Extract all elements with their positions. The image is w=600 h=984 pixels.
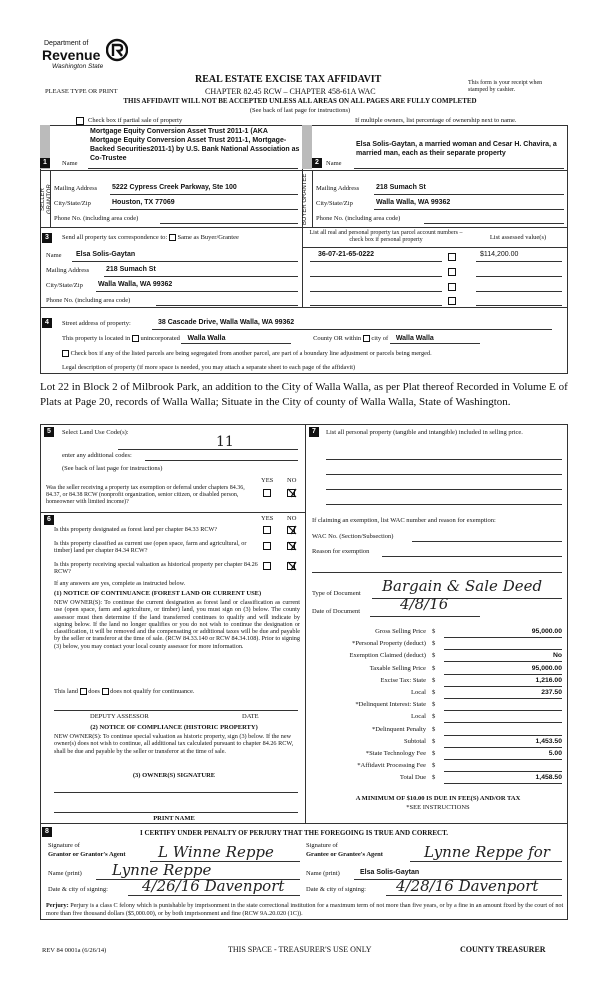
- land-use-code: 11: [216, 434, 234, 450]
- seller-side-label: SELLER GRANTOR: [40, 184, 53, 214]
- grantor-print-name: Lynne Reppe: [112, 861, 212, 879]
- seller-mailing-label: Mailing Address: [54, 185, 98, 192]
- doc-date-label: Date of Document: [312, 608, 361, 615]
- doc-type: Bargain & Sale Deed: [382, 577, 543, 595]
- totals-row-value: 95,000.00: [444, 628, 562, 638]
- totals-row: [312, 665, 568, 677]
- form-title: REAL ESTATE EXCISE TAX AFFIDAVIT: [195, 74, 382, 85]
- totals-row-currency: $: [432, 688, 436, 696]
- legal-description: Lot 22 in Block 2 of Milbrook Park, an addition to the City of Walla Walla, as per Plat thereof Recorded in Volume E of Plats at Page 20, records of Walla Walla; Situate in the City of county of Walla Walla, State of Washington.: [40, 381, 568, 408]
- minimum-due-note: A MINIMUM OF $10.00 IS DUE IN FEE(S) AND/OR TAX: [355, 795, 521, 802]
- totals-row-currency: $: [432, 701, 436, 709]
- additional-codes-label: enter any additional codes:: [62, 452, 132, 459]
- grantor-date-label: Date & city of signing:: [48, 886, 108, 893]
- perjury-statement: Perjury: Perjury is a class C felony which is punishable by imprisonment in the state correctional institution for a maximum term of not more than five years, or by a fine in an amount fixed by the court of not more than five thousand dollars ($5,000.00), or by both imprisonment and fine (RCW 9A.20.020 (1C)).: [46, 902, 564, 917]
- section-1-number: 1: [40, 158, 50, 168]
- totals-row-label: *Affidavit Processing Fee: [357, 762, 426, 770]
- totals-row-label: Total Due: [399, 774, 426, 782]
- totals-row-label: Exemption Claimed (deduct): [349, 652, 426, 660]
- totals-row-label: Subtotal: [404, 737, 426, 745]
- tax-city-label: City/State/Zip: [46, 282, 83, 289]
- buyer-name-label: Name: [326, 160, 342, 167]
- totals-row: [312, 762, 568, 774]
- agency-name: Revenue: [42, 47, 101, 63]
- totals-row-value: 1,458.50: [444, 774, 562, 784]
- doc-type-label: Type of Document: [312, 590, 361, 597]
- reason-label: Reason for exemption: [312, 548, 370, 555]
- no-header-6: NO: [287, 515, 297, 522]
- totals-row: [312, 652, 568, 664]
- deputy-date-label: DATE: [242, 713, 259, 720]
- buyer-mailing: 218 Sumach St: [376, 184, 426, 191]
- unincorporated-checkbox[interactable]: [132, 335, 139, 342]
- notice-continuance-text: NEW OWNER(S): To continue the current designation as forest land or classification as current use (open space, farm and agriculture, or timber) land, you must sign on (3) below. The county assessor must then determine if the land transferred continues to qualify and will indicate by signing below. If the land no longer qualifies or you do not wish to continue the designation or classification, it will be removed and the compensating or additional taxes will be due and payable by the seller or transferor at the time of sale. (RCW 84.33.140 or RCW 84.34.108). Prior to signing (3) below, you may contact your local county assessor for more information.: [54, 599, 300, 650]
- same-as-buyer-label: Same as Buyer/Grantee: [177, 234, 239, 241]
- street-label: Street address of property:: [62, 320, 131, 327]
- city-value: Walla Walla: [390, 335, 480, 344]
- totals-row-label: Excise Tax: State: [380, 676, 426, 684]
- seller-mailing: 5222 Cypress Creek Parkway, Ste 100: [112, 184, 237, 191]
- totals-row-currency: $: [432, 762, 436, 770]
- section-3-number: 3: [42, 233, 52, 243]
- street-address: 38 Cascade Drive, Walla Walla, WA 99362: [158, 319, 295, 326]
- county-treasurer: COUNTY TREASURER: [460, 945, 546, 954]
- form-chapter: CHAPTER 82.45 RCW – CHAPTER 458-61A WAC: [205, 87, 376, 96]
- totals-row-currency: $: [432, 628, 436, 635]
- current-use-yes-checkbox[interactable]: [263, 542, 271, 550]
- personal-property-checkbox-2[interactable]: [448, 268, 456, 276]
- totals-row-value: 1,216.00: [444, 677, 562, 687]
- historic-yes-checkbox[interactable]: [263, 562, 271, 570]
- grantee-date-city: 4/28/16 Davenport: [396, 877, 539, 895]
- current-use-question: Is this property classified as current use (open space, farm and agricultural, or timber) land per chapter 84.34 RCW?: [54, 540, 247, 555]
- buyer-side-label: BUYER GRANTEE: [302, 173, 308, 225]
- totals-row-value: 95,000.00: [444, 665, 562, 675]
- totals-row-value: 5.00: [444, 750, 562, 760]
- historic-question: Is this property receiving special valuation as historical property per chapter 84.26 RCW?: [54, 561, 258, 576]
- section-4-number: 4: [42, 318, 52, 328]
- totals-row-currency: $: [432, 664, 436, 672]
- notice-compliance-title: (2) NOTICE OF COMPLIANCE (HISTORIC PROPERTY): [90, 724, 258, 731]
- grantor-agent-label: Grantor or Grantor's Agent: [48, 851, 126, 858]
- exemption-yes-checkbox[interactable]: [263, 489, 271, 497]
- personal-property-checkbox-3[interactable]: [448, 283, 456, 291]
- check-mark-icon: [286, 487, 298, 499]
- buyer-name-box-bg: [302, 125, 312, 169]
- personal-property-checkbox-1[interactable]: [448, 253, 456, 261]
- totals-row-label: *State Technology Fee: [365, 749, 426, 757]
- grantor-date-city: 4/26/16 Davenport: [142, 877, 285, 895]
- receipt-note: This form is your receipt when stamped by cashier.: [468, 80, 543, 93]
- legal-description-label: Legal description of property (if more space is needed, you may attach a separate sheet to each page of the affidavit): [62, 364, 356, 371]
- totals-row: [312, 640, 568, 652]
- grantee-signature: Lynne Reppe for: [424, 843, 550, 861]
- totals-row-label: Gross Selling Price: [375, 628, 426, 635]
- rev-number: REV 84 0001a (6/26/14): [42, 947, 107, 954]
- grantee-date-label: Date & city of signing:: [306, 886, 366, 893]
- multiple-owners-note: If multiple owners, list percentage of ownership next to name.: [355, 117, 517, 124]
- tax-name-label: Name: [46, 252, 62, 259]
- exemption-claim-label: If claiming an exemption, list WAC number and reason for exemption:: [312, 517, 496, 524]
- owner-signature-label: (3) OWNER(S) SIGNATURE: [132, 772, 216, 779]
- totals-row: [312, 701, 568, 713]
- grantee-sig-of: Signature of: [306, 842, 338, 849]
- totals-row-label: Taxable Selling Price: [369, 664, 426, 672]
- assessed-value: $114,200.00: [480, 251, 519, 258]
- totals-row-label: Local: [410, 713, 426, 721]
- yes-header-6: YES: [261, 515, 274, 522]
- totals-row-value: [444, 713, 562, 723]
- doc-date: 4/8/16: [400, 595, 449, 613]
- seller-name-label: Name: [62, 160, 78, 167]
- check-mark-icon: [286, 560, 298, 572]
- treasurer-space: THIS SPACE - TREASURER'S USE ONLY: [228, 945, 372, 954]
- forest-land-question: Is this property designated as forest land per chapter 84.33 RCW?: [54, 526, 218, 533]
- totals-row: [312, 726, 568, 738]
- section-8-number: 8: [42, 827, 52, 837]
- totals-row-currency: $: [432, 713, 436, 721]
- totals-row-value: 1,453.50: [444, 738, 562, 748]
- totals-row-currency: $: [432, 749, 436, 757]
- land-use-see-back: (See back of last page for instructions): [62, 465, 163, 472]
- totals-row-label: *Delinquent Penalty: [371, 725, 426, 733]
- assessed-value-label: List assessed value(s): [489, 234, 547, 241]
- seller-city-label: City/State/Zip: [54, 200, 91, 207]
- see-back-header: (See back of last page for instructions): [249, 107, 351, 114]
- tax-phone-label: Phone No. (including area code): [46, 297, 131, 304]
- totals-row-currency: $: [432, 676, 436, 684]
- wac-label: WAC No. (Section/Subsection): [312, 533, 394, 540]
- city-of-checkbox[interactable]: [363, 335, 370, 342]
- send-correspondence-label: Send all property tax correspondence to: Same as Buyer/Grantee: [62, 234, 239, 241]
- if-any-yes: If any answers are yes, complete as instructed below.: [54, 580, 186, 587]
- totals-row: [312, 677, 568, 689]
- totals-row-value: [444, 640, 562, 650]
- grantee-print-name: Elsa Solis-Gaytan: [360, 869, 420, 876]
- no-header-5: NO: [287, 477, 297, 484]
- form-warning: THIS AFFIDAVIT WILL NOT BE ACCEPTED UNLESS ALL AREAS ON ALL PAGES ARE FULLY COMPLETED: [123, 97, 477, 105]
- same-as-buyer-checkbox[interactable]: [169, 234, 176, 241]
- totals-row-value: [444, 726, 562, 736]
- totals-row-currency: $: [432, 774, 436, 782]
- land-qualify-row: This land does does not qualify for continuance.: [54, 688, 195, 695]
- print-name-label: PRINT NAME: [153, 815, 195, 822]
- parcel-number: 36-07-21-65-0222: [318, 251, 375, 258]
- grantor-signature: L Winne Reppe: [158, 843, 274, 861]
- partial-sale-label: Check box if partial sale of property: [88, 117, 183, 124]
- totals-row: [312, 628, 568, 640]
- personal-property-label: List all personal property (tangible and intangible) included in selling price.: [326, 429, 523, 436]
- totals-row-currency: $: [432, 640, 436, 648]
- grantee-agent-label: Grantee or Grantee's Agent: [306, 851, 383, 858]
- land-use-label: Select Land Use Code(s):: [62, 429, 129, 436]
- totals-row: [312, 689, 568, 701]
- totals-row-label: *Delinquent Interest: State: [355, 701, 426, 709]
- totals-row-label: *Personal Property (deduct): [352, 640, 426, 648]
- totals-row-value: [444, 701, 562, 711]
- tax-city: Walla Walla, WA 99362: [98, 281, 173, 288]
- totals-table: [312, 628, 568, 786]
- personal-property-checkbox-4[interactable]: [448, 297, 456, 305]
- grantor-sig-of: Signature of: [48, 842, 80, 849]
- buyer-phone-label: Phone No. (including area code): [316, 215, 401, 222]
- does-not-qualify-checkbox[interactable]: [102, 688, 109, 695]
- county-value: Walla Walla: [181, 335, 291, 344]
- deputy-assessor-label: DEPUTY ASSESSOR: [90, 713, 149, 720]
- totals-row-currency: $: [432, 725, 436, 733]
- check-mark-icon: [286, 540, 298, 552]
- partial-sale-checkbox[interactable]: [76, 117, 84, 125]
- buyer-name: Elsa Solis-Gaytan, a married woman and Cesar H. Chavira, a married man, each as their separate property: [356, 141, 557, 157]
- tax-mailing: 218 Sumach St: [106, 266, 156, 273]
- parcel-list-label: List all real and personal property tax parcel account numbers – check box if personal property: [309, 230, 463, 243]
- section-2-number: 2: [312, 158, 322, 168]
- notice-continuance-title: (1) NOTICE OF CONTINUANCE (FOREST LAND OR CURRENT USE): [54, 590, 262, 597]
- agency-dept: Department of: [44, 40, 89, 47]
- totals-row: [312, 774, 568, 786]
- does-qualify-checkbox[interactable]: [80, 688, 87, 695]
- totals-row-value: [444, 762, 562, 772]
- grantee-name-label: Name (print): [306, 870, 340, 877]
- totals-row-currency: $: [432, 652, 436, 660]
- totals-row-value: No: [444, 652, 562, 662]
- grantor-name-label: Name (print): [48, 870, 82, 877]
- segregated-row: Check box if any of the listed parcels are being segregated from another parcel, are part of a boundary line adjustment or parcels being merged.: [62, 350, 562, 357]
- totals-row-value: 237.50: [444, 689, 562, 699]
- seller-phone-label: Phone No. (including area code): [54, 215, 139, 222]
- buyer-mailing-label: Mailing Address: [316, 185, 360, 192]
- section-5-number: 5: [44, 427, 54, 437]
- check-mark-icon: [286, 524, 298, 536]
- totals-row-currency: $: [432, 737, 436, 745]
- please-type: PLEASE TYPE OR PRINT: [45, 88, 118, 95]
- located-row: This property is located in unincorporated Walla Walla County OR within city of Walla Walla: [62, 335, 562, 344]
- buyer-city-label: City/State/Zip: [316, 200, 353, 207]
- exemption-question: Was the seller receiving a property tax exemption or deferral under chapters 84.36, 84.37, or 84.38 RCW (nonprofit organization, senior citizen, or disabled person, homeowner with limited income)?: [46, 485, 245, 505]
- notice-compliance-text: NEW OWNER(S): To continue special valuation as historic property, sign (3) below. If the new owner(s) does not wish to continue, all additional tax calculated pursuant to chapter 84.26 RCW, shall be due and payable by the seller or transferor at the time of sale.: [54, 733, 294, 755]
- totals-row: [312, 713, 568, 725]
- seller-city: Houston, TX 77069: [112, 199, 175, 206]
- totals-row: [312, 738, 568, 750]
- yes-header-5: YES: [261, 477, 274, 484]
- segregated-checkbox[interactable]: [62, 350, 69, 357]
- certify-statement: I CERTIFY UNDER PENALTY OF PERJURY THAT THE FOREGOING IS TRUE AND CORRECT.: [140, 829, 449, 837]
- revenue-logo-icon: [106, 38, 128, 62]
- section-6-number: 6: [44, 515, 54, 525]
- see-instructions-note: *SEE INSTRUCTIONS: [406, 804, 470, 811]
- agency-logo: [42, 38, 132, 74]
- seller-name: Mortgage Equity Conversion Asset Trust 2011-1 (AKA Mortgage Equity Conversion Asset Trust 2011-1, Mortgage-Backed Securities2011-1) by U.S. Bank National Association as Co-Trustee: [90, 128, 300, 162]
- tax-name: Elsa Solis-Gaytan: [76, 251, 136, 258]
- section-7-number: 7: [309, 427, 319, 437]
- totals-row-label: Local: [410, 688, 426, 696]
- tax-mailing-label: Mailing Address: [46, 267, 90, 274]
- totals-row: [312, 750, 568, 762]
- agency-state: Washington State: [52, 63, 104, 70]
- forest-yes-checkbox[interactable]: [263, 526, 271, 534]
- buyer-city: Walla Walla, WA 99362: [376, 199, 451, 206]
